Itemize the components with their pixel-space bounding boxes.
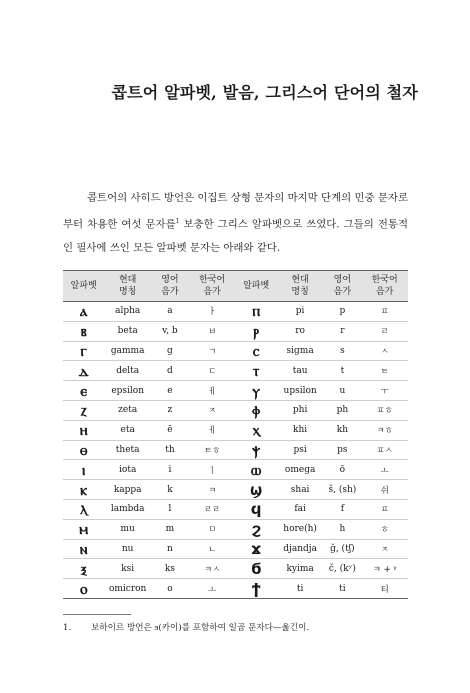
footnote-divider [63, 614, 131, 615]
intro-paragraph [63, 186, 408, 260]
letter-glyph: ⲣ [235, 321, 276, 341]
english-value: ph [323, 400, 361, 420]
korean-value: ㄱ [189, 341, 236, 361]
table-body [63, 302, 408, 599]
letter-glyph: ϥ [235, 499, 276, 519]
english-value: r [323, 321, 361, 341]
modern-name: djandja [277, 539, 324, 559]
korean-value: ㅈ [361, 539, 408, 559]
english-value: p [323, 302, 361, 322]
letter-glyph: ⲭ [235, 420, 276, 440]
korean-value: ㅌㅎ [189, 440, 236, 460]
english-value: ps [323, 440, 361, 460]
english-value: ks [151, 559, 189, 579]
column-header: 한국어 음가 [189, 271, 236, 302]
english-value: d [151, 361, 189, 381]
table-row [63, 440, 408, 460]
korean-value: ㅔ [189, 381, 236, 401]
modern-name: sigma [277, 341, 324, 361]
english-value: v, b [151, 321, 189, 341]
english-value: n [151, 539, 189, 559]
table-row [63, 341, 408, 361]
modern-name: upsilon [277, 381, 324, 401]
modern-name: nu [104, 539, 151, 559]
column-header: 영어 음가 [323, 271, 361, 302]
korean-value: ㅍㅎ [361, 400, 408, 420]
english-value: k [151, 480, 189, 500]
letter-glyph: ⲉ [63, 381, 104, 401]
modern-name: pi [277, 302, 324, 322]
english-value: e [151, 381, 189, 401]
modern-name: ro [277, 321, 324, 341]
english-value: č, (kʸ) [323, 559, 361, 579]
letter-glyph: ⲫ [235, 400, 276, 420]
korean-value: ㅔ [189, 420, 236, 440]
letter-glyph: ⲝ [63, 559, 104, 579]
korean-value: ㄹ [361, 321, 408, 341]
korean-value: ㅋㅎ [361, 420, 408, 440]
intro-text-after: 보충한 그리스 알파벳으로 쓰였다. 그들의 전통적인 필사에 쓰인 모든 알파벳 문자는 아래와 같다. [63, 218, 408, 255]
letter-glyph: ⲡ [235, 302, 276, 322]
table-row [63, 480, 408, 500]
korean-value: ㅜ [361, 381, 408, 401]
footnote-number: 1. [63, 623, 72, 633]
table-row [63, 579, 408, 599]
english-value: m [151, 519, 189, 539]
table-row [63, 302, 408, 322]
modern-name: lambda [104, 499, 151, 519]
table-row [63, 420, 408, 440]
column-header: 알파벳 [63, 271, 104, 302]
english-value: l [151, 499, 189, 519]
modern-name: alpha [104, 302, 151, 322]
english-value: g [151, 341, 189, 361]
modern-name: mu [104, 519, 151, 539]
letter-glyph: ⲓ [63, 460, 104, 480]
modern-name: phi [277, 400, 324, 420]
table-row [63, 361, 408, 381]
korean-value: ㅍ [361, 302, 408, 322]
korean-value: ㅗ [361, 460, 408, 480]
column-header: 영어 음가 [151, 271, 189, 302]
letter-glyph: ⲗ [63, 499, 104, 519]
table-row [63, 460, 408, 480]
modern-name: beta [104, 321, 151, 341]
modern-name: shai [277, 480, 324, 500]
letter-glyph: ϩ [235, 519, 276, 539]
letter-glyph: ⲙ [63, 519, 104, 539]
korean-value: ㅂ [189, 321, 236, 341]
english-value: s [323, 341, 361, 361]
column-header: 한국어 음가 [361, 271, 408, 302]
modern-name: eta [104, 420, 151, 440]
letter-glyph: ⲑ [63, 440, 104, 460]
english-value: o [151, 579, 189, 599]
korean-value: ㅋㅅ [189, 559, 236, 579]
korean-value: ㅍㅅ [361, 440, 408, 460]
modern-name: ti [277, 579, 324, 599]
english-value: kh [323, 420, 361, 440]
modern-name: epsilon [104, 381, 151, 401]
english-value: h [323, 519, 361, 539]
table-row [63, 539, 408, 559]
english-value: ğ, (tʃ) [323, 539, 361, 559]
column-header: 현대 명칭 [277, 271, 324, 302]
letter-glyph: ⲃ [63, 321, 104, 341]
letter-glyph: ⲇ [63, 361, 104, 381]
letter-glyph: ⲕ [63, 480, 104, 500]
letter-glyph: ϫ [235, 539, 276, 559]
letter-glyph: ⲥ [235, 341, 276, 361]
english-value: t [323, 361, 361, 381]
letter-glyph: ⲅ [63, 341, 104, 361]
table-header [63, 271, 408, 302]
english-value: i [151, 460, 189, 480]
letter-glyph: ⲟ [63, 579, 104, 599]
letter-glyph: ⲛ [63, 539, 104, 559]
english-value: ō [323, 460, 361, 480]
korean-value: ㅣ [189, 460, 236, 480]
english-value: f [323, 499, 361, 519]
coptic-alphabet-table [63, 270, 408, 599]
korean-value: ㅌ [361, 361, 408, 381]
korean-value: ㄴ [189, 539, 236, 559]
table-row [63, 321, 408, 341]
modern-name: fai [277, 499, 324, 519]
korean-value: 쉬 [361, 480, 408, 500]
modern-name: khi [277, 420, 324, 440]
column-header: 현대 명칭 [104, 271, 151, 302]
modern-name: kyima [277, 559, 324, 579]
english-value: š, (sh) [323, 480, 361, 500]
modern-name: omicron [104, 579, 151, 599]
table-row [63, 381, 408, 401]
korean-value: ㅎ [361, 519, 408, 539]
letter-glyph: ϭ [235, 559, 276, 579]
korean-value: ㅅ [361, 341, 408, 361]
korean-value: ㅋ + ʸ [361, 559, 408, 579]
english-value: th [151, 440, 189, 460]
modern-name: theta [104, 440, 151, 460]
modern-name: delta [104, 361, 151, 381]
korean-value: 티 [361, 579, 408, 599]
english-value: u [323, 381, 361, 401]
table-row [63, 519, 408, 539]
footnote-ref[interactable]: 1 [175, 218, 180, 225]
footnote [63, 621, 309, 633]
korean-value: ㄹㄹ [189, 499, 236, 519]
modern-name: psi [277, 440, 324, 460]
modern-name: omega [277, 460, 324, 480]
english-value: ē [151, 420, 189, 440]
letter-glyph: ⲏ [63, 420, 104, 440]
letter-glyph: ⲍ [63, 400, 104, 420]
letter-glyph: ⲩ [235, 381, 276, 401]
korean-value: ㅋ [189, 480, 236, 500]
english-value: ti [323, 579, 361, 599]
modern-name: ksi [104, 559, 151, 579]
letter-glyph: ⲯ [235, 440, 276, 460]
letter-glyph: ϯ [235, 579, 276, 599]
korean-value: ㄷ [189, 361, 236, 381]
modern-name: tau [277, 361, 324, 381]
letter-glyph: ⲁ [63, 302, 104, 322]
korean-value: ㅈ [189, 400, 236, 420]
english-value: a [151, 302, 189, 322]
letter-glyph: ⲧ [235, 361, 276, 381]
modern-name: gamma [104, 341, 151, 361]
korean-value: ㅍ [361, 499, 408, 519]
table-row [63, 559, 408, 579]
modern-name: hore(h) [277, 519, 324, 539]
table-row [63, 400, 408, 420]
letter-glyph: ⲱ [235, 460, 276, 480]
table-header-row [63, 271, 408, 302]
korean-value: ㅏ [189, 302, 236, 322]
column-header: 알파벳 [235, 271, 276, 302]
intro-text-before: 콥트어의 사히드 방언은 이집트 상형 문자의 마지막 단계의 민중 문자로부터 차용한 여섯 문자를 [63, 192, 408, 231]
footnote-text: 보하이르 방언은 ϧ(카이)를 포함하여 일곱 문자다—옮긴이. [91, 623, 310, 633]
modern-name: zeta [104, 400, 151, 420]
modern-name: kappa [104, 480, 151, 500]
korean-value: ㅗ [189, 579, 236, 599]
modern-name: iota [104, 460, 151, 480]
english-value: z [151, 400, 189, 420]
table-row [63, 499, 408, 519]
letter-glyph: ϣ [235, 480, 276, 500]
korean-value: ㅁ [189, 519, 236, 539]
page-title: 콥트어 알파벳, 발음, 그리스어 단어의 철자 [111, 83, 418, 102]
